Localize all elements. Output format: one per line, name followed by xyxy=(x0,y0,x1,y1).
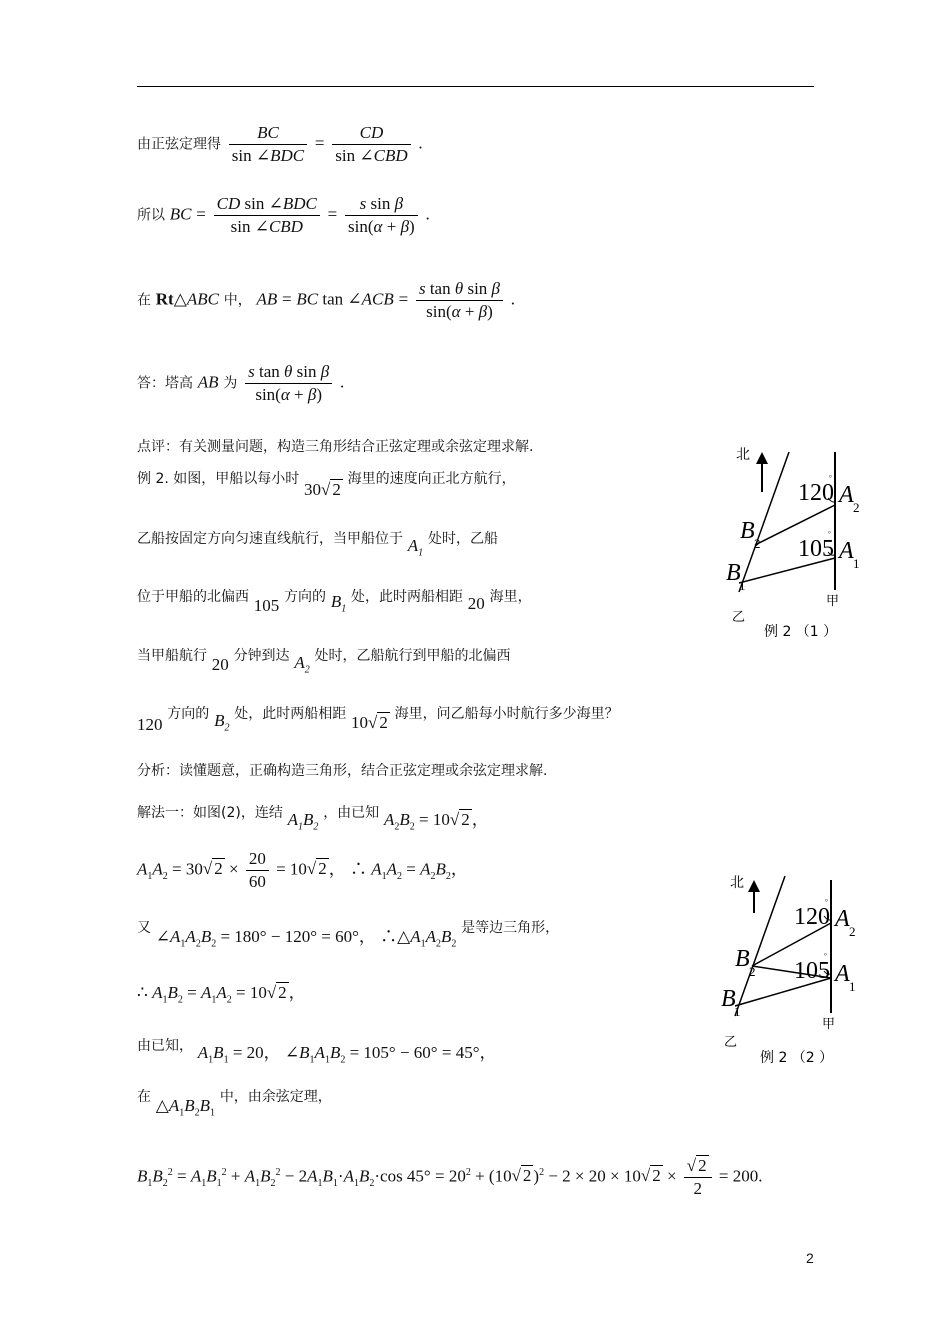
solution-line: 解法一：如图(2)，连结 $A_1B_2$ ，由已知 $A_2B_2 = 10√$ 2 ， xyxy=(137,805,489,833)
svg-text:1: 1 xyxy=(739,578,746,593)
line-ship-b: 乙船按固定方向匀速直线航行，当甲船位于 $A_1$ 处时，乙船 xyxy=(137,531,498,559)
a60-value: 60 xyxy=(335,927,353,946)
figure-example2-2 xyxy=(718,868,858,1070)
text-travel-a: 当甲船航行 xyxy=(137,648,207,664)
text-ship-b: 乙船按固定方向匀速直线航行，当甲船位于 xyxy=(137,531,403,547)
text-cosine-law: 中，由余弦定理， xyxy=(219,1089,332,1105)
known-line: 由已知， $A_1B_1 = 20$， $\angle B_1A_1B_2 = 105^\circ - 60^\circ = 45^\circ$， xyxy=(137,1038,497,1066)
dist20-value: 20 xyxy=(467,594,485,613)
svg-text:°: ° xyxy=(824,952,827,960)
angle105-value: 105 xyxy=(253,596,280,615)
frac-num: 20 xyxy=(246,848,269,871)
fraction-sqrt2-2: $\frac{√ 2}{2}$ xyxy=(684,1155,712,1200)
figure-caption: 例 2 （1 ） xyxy=(764,624,838,640)
angle-line: 又 $\angle A_1A_2B_2 = 180^\circ - 120^\circ = 60^\circ$， $\therefore\triangle A_1A_2B_2$ 是等边三角形， xyxy=(137,920,560,950)
angle-120-label: 120 xyxy=(798,480,834,506)
text-equilateral: 是等边三角形， xyxy=(461,920,560,936)
text-zai: 在 xyxy=(137,292,151,309)
label-a1: A xyxy=(835,961,850,987)
bc-line: 所以 BC = $\frac{\text{CD sin ∠BDC}}{\text{sin ∠CBD}}$ = $\frac{\text{s sin β}}{\sin(\alpha + \beta)}$ . xyxy=(137,194,430,236)
text-example2: 例 2. 如图，甲船以每小时 xyxy=(137,471,300,487)
label-yi: 乙 xyxy=(724,1035,738,1050)
fraction-20-60 xyxy=(246,848,269,893)
text-travel-c: 处时，乙船航行到甲船的北偏西 xyxy=(314,648,511,664)
north-label: 北 xyxy=(736,447,750,463)
label-jia: 甲 xyxy=(826,594,840,609)
a180-value: 180 xyxy=(234,927,260,946)
text-known: ，由已知 xyxy=(323,805,380,821)
north-label: 北 xyxy=(730,875,744,891)
label-b1: B xyxy=(726,560,741,586)
frac-den: 60 xyxy=(248,872,266,891)
line-travel: 当甲船航行 20 分钟到达 $A_2$ 处时，乙船航行到甲船的北偏西 xyxy=(137,648,511,676)
fraction-answer: $\frac{\text{s tan θ sin β}}{\sin(\alpha + \beta)}$ xyxy=(245,361,332,406)
text-zai2: 在 xyxy=(137,1089,151,1105)
svg-text:2: 2 xyxy=(849,924,856,939)
text-travel-b: 分钟到达 xyxy=(233,648,290,664)
figure-caption: 例 2 （2 ） xyxy=(760,1050,834,1066)
page-number: 2 xyxy=(806,1250,814,1266)
a1b2-line: ∴ $A_1B_2 = A_1A_2 = 10√$ 2 ， xyxy=(137,983,306,1006)
label-yi: 乙 xyxy=(732,610,746,625)
dist10-value: 10 xyxy=(351,713,369,732)
svg-text:2: 2 xyxy=(749,964,756,979)
north-arrowhead-icon xyxy=(748,880,760,892)
text-answer: 答：塔高 xyxy=(137,375,193,392)
label-b2: B xyxy=(740,518,755,544)
label-a2: A xyxy=(839,482,854,508)
result-value: 200 xyxy=(732,1166,759,1186)
sine-law-line: 由正弦定理得 $\frac{BC}{\text{sin ∠BDC}}$ = $\frac{CD}{\text{sin ∠CBD}}$ . xyxy=(137,123,423,165)
fraction-ab: $\frac{\text{s tan θ sin β}}{\sin(\alpha + \beta)}$ xyxy=(416,278,503,323)
text-position-d: 海里， xyxy=(489,589,532,605)
label-a2: A xyxy=(835,906,850,932)
example2-line: 例 2. 如图，甲船以每小时 30√ 2 海里的速度向正北方航行， xyxy=(137,471,516,499)
text-position-b: 方向的 xyxy=(284,589,327,605)
speed-value: 30 xyxy=(304,480,322,499)
text-sine-law: 由正弦定理得 xyxy=(137,136,221,153)
line-position: 位于甲船的北偏西 105 方向的 $B_1$ 处，此时两船相距 20 海里， xyxy=(137,589,532,615)
label-jia: 甲 xyxy=(822,1017,836,1032)
text-wei: 为 xyxy=(223,375,238,392)
answer-line: 答：塔高 AB 为 $\frac{\text{s tan θ sin β}}{\sin(\alpha + \beta)}$ . xyxy=(137,362,345,404)
fraction-bc-expr: $\frac{\text{CD sin ∠BDC}}{\text{sin ∠CBD}}$ xyxy=(214,193,320,238)
a1a2-line: $A_1A_2 = 30√$ 2 × $\frac{20}{60}$ = 10√ 2 ， ∴ $A_1A_2 = A_2B_2$， xyxy=(137,849,468,891)
text-youyizhi: 由已知， xyxy=(137,1038,193,1054)
analysis-line: 分析：读懂题意，正确构造三角形，结合正弦定理或余弦定理求解. xyxy=(137,763,548,779)
svg-text:1: 1 xyxy=(734,1004,741,1019)
text-zhong: 中， xyxy=(223,292,252,309)
fraction-s-sin: $\frac{\text{s sin β}}{\sin(\alpha + \beta)}$ xyxy=(345,193,418,238)
label-b1: B xyxy=(721,986,736,1012)
angle-105-label: 105 xyxy=(798,536,834,562)
svg-text:2: 2 xyxy=(754,536,761,551)
text-position-c: 处，此时两船相距 xyxy=(351,589,464,605)
text-speed-desc: 海里的速度向正北方航行， xyxy=(347,471,516,487)
text-question-a: 方向的 xyxy=(167,706,210,722)
a45-value: 45 xyxy=(455,1043,473,1062)
cosine-intro-line: 在 $\triangle A_1B_2B_1$ 中，由余弦定理， xyxy=(137,1089,332,1119)
svg-text:°: ° xyxy=(829,474,832,482)
text-question-c: 海里，问乙船每小时航行多少海里？ xyxy=(394,706,619,722)
cosine-equation-line: $B_1B_2^2 = A_1B_1^2 + A_1B_2^2 - 2A_1B_1\cdot A_1B_2\cdot\cos$ $45^\circ = 20^2 + (10√$ 2 )$^2$ − 2 × 20 × 10√ 2 × $\frac{√ 2}{2}$ = 200. xyxy=(137,1156,763,1198)
svg-text:°: ° xyxy=(825,898,828,906)
text-suoyi: 所以 xyxy=(137,207,165,224)
svg-text:°: ° xyxy=(828,530,831,538)
min20-value: 20 xyxy=(211,655,229,674)
text-solution: 解法一：如图(2)，连结 xyxy=(137,805,283,821)
north-arrowhead-icon xyxy=(756,452,768,464)
svg-text:1: 1 xyxy=(853,556,860,571)
ab-line: 在 Rt△ABC 中， AB = BC tan ∠ACB = $\frac{\text{s tan θ sin β}}{\sin(\alpha + \beta)}$ . xyxy=(137,279,516,321)
a105-value: 105 xyxy=(363,1043,389,1062)
svg-text:2: 2 xyxy=(853,500,860,515)
label-b2: B xyxy=(735,946,750,972)
text-you: 又 xyxy=(137,920,151,936)
text-question-b: 处，此时两船相距 xyxy=(234,706,347,722)
angle-105-label: 105 xyxy=(794,958,830,984)
text-position-a: 位于甲船的北偏西 xyxy=(137,589,249,605)
text-ship-b2: 处时，乙船 xyxy=(427,531,498,547)
angle120-value: 120 xyxy=(137,715,163,734)
angle-120-label: 120 xyxy=(794,904,830,930)
fraction-bc: $\frac{BC}{\text{sin ∠BDC}}$ xyxy=(229,122,307,167)
figure-example2-1 xyxy=(722,440,862,645)
header-rule xyxy=(137,86,814,87)
svg-text:1: 1 xyxy=(849,979,856,994)
line-question: 120 方向的 $B_2$ 处，此时两船相距 10√ 2 海里，问乙船每小时航行多少海里？ xyxy=(137,706,619,734)
fraction-cd: $\frac{CD}{\text{sin ∠CBD}}$ xyxy=(332,122,410,167)
comment-line: 点评：有关测量问题，构造三角形结合正弦定理或余弦定理求解. xyxy=(137,439,534,455)
a120-value: 120 xyxy=(284,927,311,946)
label-a1: A xyxy=(839,538,854,564)
